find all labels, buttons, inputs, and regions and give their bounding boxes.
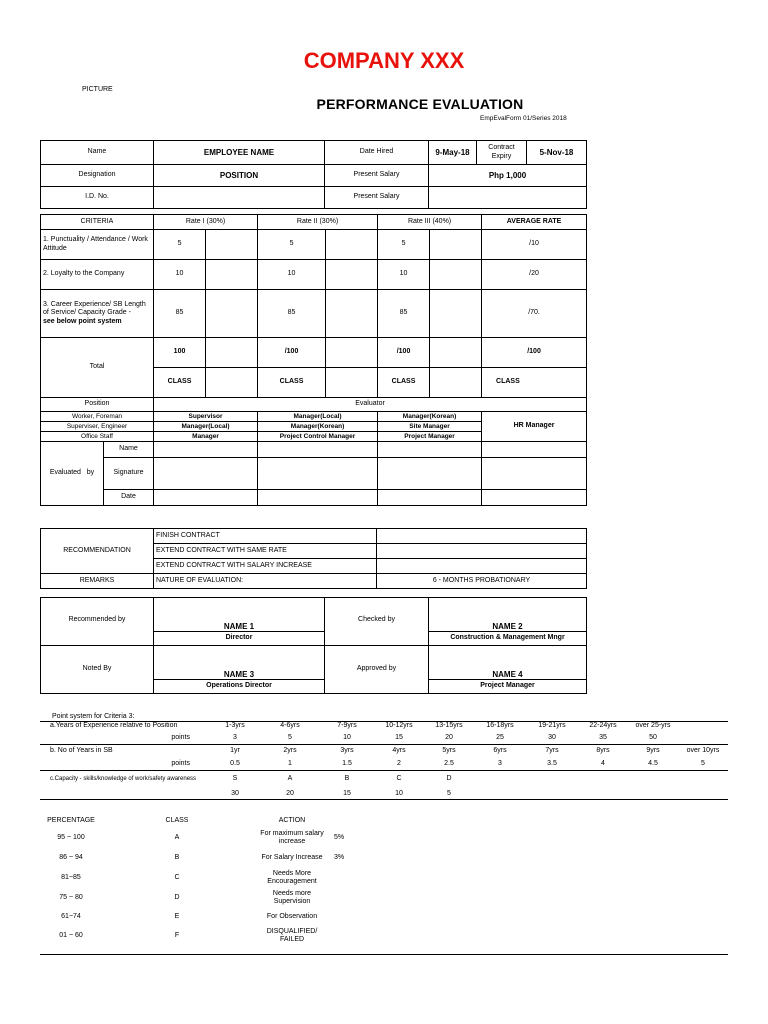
total-average: /100 — [482, 338, 587, 368]
criteria-table — [40, 214, 587, 506]
b-points-2: 1 — [288, 759, 292, 767]
criteria1-rate1[interactable]: 5 — [154, 230, 206, 260]
class-label-1: CLASS — [154, 368, 206, 398]
b-years-1: 1yr — [230, 746, 240, 754]
criteria2-rate2[interactable]: 10 — [258, 260, 326, 290]
criteria2-rate1[interactable]: 10 — [154, 260, 206, 290]
evaluator-manager-korean-2: Manager(Korean) — [258, 422, 378, 432]
b-years-2: 2yrs — [283, 746, 297, 754]
class-a: A — [174, 833, 180, 841]
a-points-8: 35 — [599, 733, 607, 741]
a-points-6: 25 — [496, 733, 504, 741]
pct-b: 86 ~ 94 — [59, 853, 83, 861]
criteria-label-1: 1. Punctuality / Attendance / Work Attitude — [41, 230, 154, 260]
a-points-2: 5 — [288, 733, 292, 741]
a-years-5: 13-15yrs — [435, 722, 463, 730]
class-f: F — [174, 931, 180, 939]
evaluated-by-label: Evaluated by — [41, 442, 104, 506]
name-label: Name — [41, 141, 154, 165]
footer-divider — [40, 954, 728, 955]
point-divider-3 — [40, 770, 728, 771]
action-e: For Observation — [266, 912, 318, 920]
pct-a: 95 ~ 100 — [57, 833, 85, 841]
class-d: D — [174, 893, 180, 901]
b-years-5: 5yrs — [442, 746, 456, 754]
extra-f — [332, 926, 380, 946]
a-points-9: 50 — [649, 733, 657, 741]
c-grade-1: S — [232, 774, 238, 782]
criteria2-rate3[interactable]: 10 — [378, 260, 430, 290]
criteria-label-3-note: see below point system — [43, 317, 122, 325]
b-points-4: 2 — [397, 759, 401, 767]
evaluator-manager-korean: Manager(Korean) — [378, 412, 482, 422]
signatory-title-4: Project Manager — [429, 680, 587, 694]
eval-name-label: Name — [104, 442, 154, 458]
criteria1-rate3-input[interactable] — [430, 230, 482, 260]
option-extend-same-rate-box[interactable] — [377, 544, 587, 559]
evaluator-label: Evaluator — [154, 398, 587, 412]
criteria3-rate2-input[interactable] — [326, 290, 378, 338]
id-value[interactable] — [154, 187, 325, 209]
point-divider-2 — [40, 744, 728, 745]
eval-signature-4[interactable] — [482, 458, 587, 490]
b-years-6: 6yrs — [493, 746, 507, 754]
class-label-3: CLASS — [378, 368, 430, 398]
signatory-name-3[interactable]: NAME 3 — [154, 646, 325, 680]
b-points-8: 4 — [601, 759, 605, 767]
recommendation-table — [40, 528, 587, 589]
eval-signature-label: Signature — [104, 458, 154, 490]
a-years-8: 22-24yrs — [589, 722, 617, 730]
id-label: I.D. No. — [41, 187, 154, 209]
c-grade-2: A — [287, 774, 293, 782]
action-d: Needs more Supervision — [272, 889, 312, 905]
pct-e: 61~74 — [61, 912, 81, 920]
criteria-header: CRITERIA — [41, 215, 154, 230]
remarks-label: REMARKS — [41, 574, 154, 589]
total-rate3-input[interactable] — [430, 338, 482, 368]
criteria3-rate3-input[interactable] — [430, 290, 482, 338]
option-finish-contract-box[interactable] — [377, 529, 587, 544]
c-points-2: 20 — [286, 789, 294, 797]
b-points-9: 4.5 — [648, 759, 658, 767]
criteria1-rate2-input[interactable] — [326, 230, 378, 260]
employee-name[interactable]: EMPLOYEE NAME — [154, 141, 325, 165]
form-title: PERFORMANCE EVALUATION — [316, 96, 524, 112]
eval-name-2[interactable] — [258, 442, 378, 458]
total-label: Total — [41, 338, 154, 398]
action-f: DISQUALIFIED/ FAILED — [266, 927, 318, 943]
action-b: For Salary Increase — [261, 853, 323, 861]
criteria2-rate2-input[interactable] — [326, 260, 378, 290]
a-years-6: 16-18yrs — [486, 722, 514, 730]
b-points-label: points — [171, 759, 190, 767]
present-salary-label-2: Present Salary — [325, 187, 429, 209]
evaluator-manager-local: Manager(Local) — [258, 412, 378, 422]
b-points-5: 2.5 — [444, 759, 454, 767]
c-grade-5: D — [446, 774, 452, 782]
contract-expiry-label: Contract Expiry — [477, 141, 527, 165]
a-years-9: over 25-yrs — [635, 722, 671, 730]
criteria-label-3-text: 3. Career Experience/ SB Length of Service/ Capacity Grade - — [43, 301, 146, 317]
option-extend-salary-increase-box[interactable] — [377, 559, 587, 574]
present-salary-value-2[interactable] — [429, 187, 587, 209]
a-points-label: points — [171, 733, 190, 741]
criteria2-average: /20 — [482, 260, 587, 290]
c-points-1: 30 — [231, 789, 239, 797]
b-points-6: 3 — [498, 759, 502, 767]
eval-date-3[interactable] — [378, 490, 482, 506]
evaluator-supervisor: Supervisor — [154, 412, 258, 422]
b-points-10: 5 — [701, 759, 705, 767]
a-points-7: 30 — [548, 733, 556, 741]
eval-date-label: Date — [104, 490, 154, 506]
designation-label: Designation — [41, 165, 154, 187]
a-years-7: 19-21yrs — [538, 722, 566, 730]
position-supervisor: Superviser, Engineer — [41, 422, 154, 432]
a-years-1: 1-3yrs — [225, 722, 245, 730]
criteria3-rate2[interactable]: 85 — [258, 290, 326, 338]
rate3-header: Rate III (40%) — [378, 215, 482, 230]
signatory-title-1: Director — [154, 632, 325, 646]
evaluator-manager-local-2: Manager(Local) — [154, 422, 258, 432]
criteria1-rate3[interactable]: 5 — [378, 230, 430, 260]
class-b: B — [174, 853, 180, 861]
c-points-3: 15 — [343, 789, 351, 797]
c-points-4: 10 — [395, 789, 403, 797]
b-years-8: 8yrs — [596, 746, 610, 754]
approved-by-label: Approved by — [325, 646, 429, 694]
criteria-label-2: 2. Loyalty to the Company — [41, 260, 154, 290]
c-grade-3: B — [344, 774, 350, 782]
c-points-5: 5 — [447, 789, 451, 797]
recommendation-label: RECOMMENDATION — [41, 529, 154, 574]
criteria1-rate2[interactable]: 5 — [258, 230, 326, 260]
total-rate3: /100 — [378, 338, 430, 368]
recommended-by-label: Recommended by — [41, 598, 154, 646]
evaluator-site-manager: Site Manager — [378, 422, 482, 432]
eval-date-1[interactable] — [154, 490, 258, 506]
total-rate1-input[interactable] — [206, 338, 258, 368]
total-rate1: 100 — [154, 338, 206, 368]
b-points-7: 3.5 — [547, 759, 557, 767]
position-value[interactable]: POSITION — [154, 165, 325, 187]
eval-date-2[interactable] — [258, 490, 378, 506]
pct-f: 01 ~ 60 — [59, 931, 83, 939]
class-label-4: CLASS — [482, 368, 587, 398]
pct-d: 75 ~ 80 — [59, 893, 83, 901]
eval-date-4[interactable] — [482, 490, 587, 506]
point-divider-1 — [40, 721, 728, 722]
point-system-title: Point system for Criteria 3: — [52, 713, 135, 720]
point-a-label: a.Years of Experience relative to Position — [50, 722, 178, 730]
signatory-name-2[interactable]: NAME 2 — [429, 598, 587, 632]
extra-c — [332, 868, 380, 888]
point-system-table — [40, 721, 728, 800]
criteria-label-3 — [41, 290, 154, 338]
average-rate-header: AVERAGE RATE — [482, 215, 587, 230]
criteria2-rate3-input[interactable] — [430, 260, 482, 290]
option-finish-contract[interactable]: FINISH CONTRACT — [154, 529, 377, 544]
action-c: Needs More Encouragement — [267, 869, 317, 885]
present-salary-value[interactable]: Php 1,000 — [429, 165, 587, 187]
signatory-name-1[interactable]: NAME 1 — [154, 598, 325, 632]
class-label-2: CLASS — [258, 368, 326, 398]
b-years-7: 7yrs — [545, 746, 559, 754]
position-worker: Worker, Foreman — [41, 412, 154, 422]
signatory-title-3: Operations Director — [154, 680, 325, 694]
class-input-3[interactable] — [430, 368, 482, 398]
eval-signature-2[interactable] — [258, 458, 378, 490]
eval-signature-1[interactable] — [154, 458, 258, 490]
point-divider-4 — [40, 799, 728, 800]
a-years-3: 7-9yrs — [337, 722, 357, 730]
b-years-10: over 10yrs — [686, 746, 720, 754]
checked-by-label: Checked by — [325, 598, 429, 646]
a-years-2: 4-6yrs — [280, 722, 300, 730]
b-points-3: 1.5 — [342, 759, 352, 767]
c-grade-4: C — [396, 774, 402, 782]
option-extend-same-rate[interactable]: EXTEND CONTRACT WITH SAME RATE — [154, 544, 377, 559]
total-rate2-input[interactable] — [326, 338, 378, 368]
class-c: C — [174, 873, 180, 881]
percentage-header: PERCENTAGE — [47, 817, 95, 825]
probationary-value[interactable]: 6 - MONTHS PROBATIONARY — [377, 574, 587, 589]
contract-expiry-value[interactable]: 5-Nov-18 — [527, 141, 587, 165]
eval-signature-3[interactable] — [378, 458, 482, 490]
criteria3-rate1[interactable]: 85 — [154, 290, 206, 338]
evaluator-project-manager: Project Manager — [378, 432, 482, 442]
eval-name-3[interactable] — [378, 442, 482, 458]
point-b-label: b. No of Years in SB — [50, 746, 113, 754]
a-points-3: 10 — [343, 733, 351, 741]
extra-b: 3% — [334, 853, 345, 861]
pct-c: 81~85 — [61, 873, 81, 881]
criteria3-average: /70. — [482, 290, 587, 338]
position-label: Position — [41, 398, 154, 412]
a-years-4: 10-12yrs — [385, 722, 413, 730]
extra-e — [332, 908, 380, 926]
b-years-9: 9yrs — [646, 746, 660, 754]
class-e: E — [174, 912, 180, 920]
signatory-title-2: Construction & Management Mngr — [429, 632, 587, 646]
form-reference: EmpEvalForm 01/Series 2018 — [480, 115, 567, 122]
a-points-4: 15 — [395, 733, 403, 741]
class-input-1[interactable] — [206, 368, 258, 398]
a-points-1: 3 — [233, 733, 237, 741]
present-salary-label: Present Salary — [325, 165, 429, 187]
extra-d — [332, 888, 380, 908]
point-c-label: c.Capacity - skills/knowledge of work/safety awareness — [50, 775, 197, 782]
b-points-1: 0.5 — [230, 759, 240, 767]
class-table — [40, 815, 380, 946]
criteria3-rate3[interactable]: 85 — [378, 290, 430, 338]
criteria2-rate1-input[interactable] — [206, 260, 258, 290]
nature-of-evaluation: NATURE OF EVALUATION: — [154, 574, 377, 589]
evaluator-project-control: Project Control Manager — [258, 432, 378, 442]
criteria1-rate1-input[interactable] — [206, 230, 258, 260]
action-header: ACTION — [278, 817, 306, 825]
date-hired-label: Date Hired — [325, 141, 429, 165]
signatures-table — [40, 597, 587, 694]
eval-name-1[interactable] — [154, 442, 258, 458]
employee-info-table — [40, 140, 587, 209]
rate2-header: Rate II (30%) — [258, 215, 378, 230]
class-input-2[interactable] — [326, 368, 378, 398]
class-header: CLASS — [165, 817, 189, 825]
criteria3-rate1-input[interactable] — [206, 290, 258, 338]
a-points-5: 20 — [445, 733, 453, 741]
criteria1-average: /10 — [482, 230, 587, 260]
b-years-3: 3yrs — [340, 746, 354, 754]
action-a: For maximum salary increase — [260, 829, 324, 845]
total-rate2: /100 — [258, 338, 326, 368]
option-extend-salary-increase[interactable]: EXTEND CONTRACT WITH SALARY INCREASE — [154, 559, 377, 574]
rate1-header: Rate I (30%) — [154, 215, 258, 230]
eval-name-4[interactable] — [482, 442, 587, 458]
date-hired-value[interactable]: 9-May-18 — [429, 141, 477, 165]
picture-label: PICTURE — [82, 86, 113, 93]
position-office-staff: Office Staff — [41, 432, 154, 442]
hr-manager: HR Manager — [482, 412, 587, 442]
extra-a: 5% — [334, 833, 345, 841]
evaluator-manager: Manager — [154, 432, 258, 442]
b-years-4: 4yrs — [392, 746, 406, 754]
signatory-name-4[interactable]: NAME 4 — [429, 646, 587, 680]
company-title: COMPANY XXX — [303, 48, 465, 73]
noted-by-label: Noted By — [41, 646, 154, 694]
